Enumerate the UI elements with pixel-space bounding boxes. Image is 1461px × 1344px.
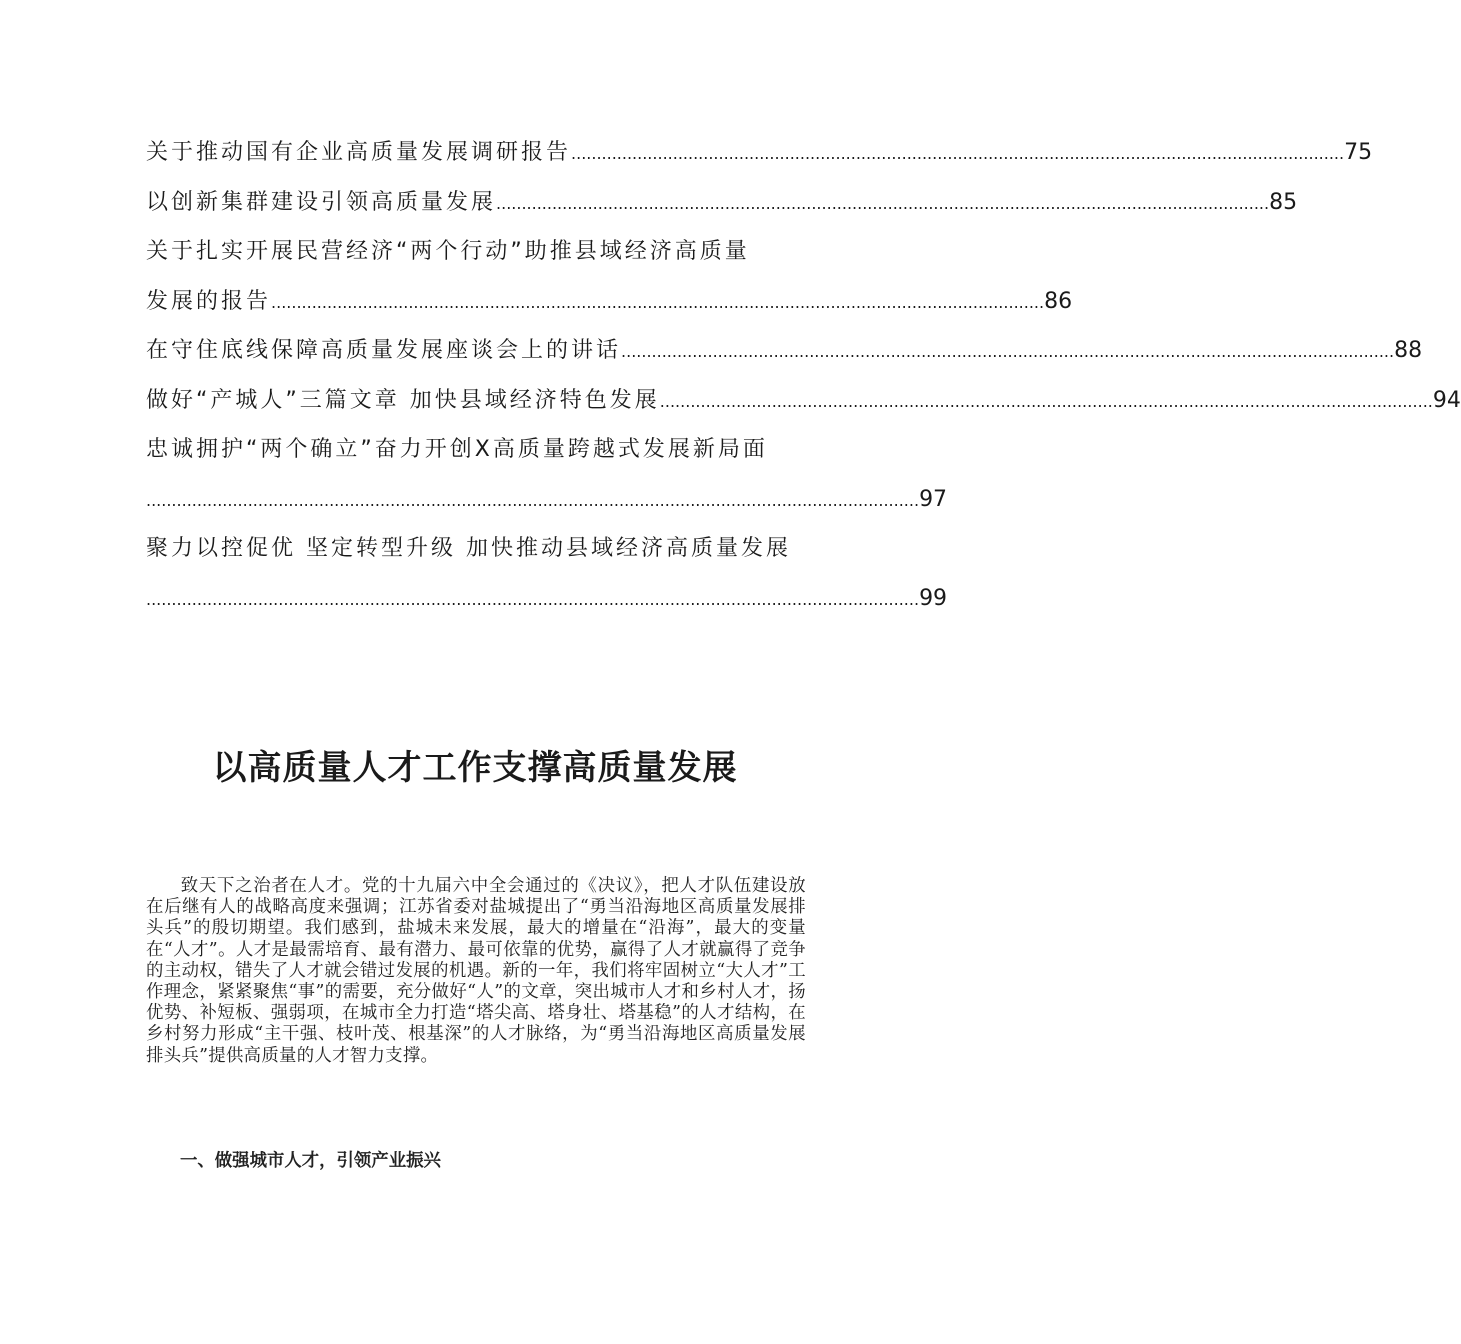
toc-entry[interactable] xyxy=(146,326,1423,376)
toc-entry-title: 以创新集群建设引领高质量发展 xyxy=(146,189,497,215)
toc-dot-leader: ........................................................................................................................................................ xyxy=(146,490,920,510)
toc-page-number: 75 xyxy=(1344,140,1373,165)
toc-entry[interactable] xyxy=(146,524,948,623)
toc-line xyxy=(146,326,1423,376)
article-title: 以高质量人才工作支撑高质量发展 xyxy=(212,748,738,788)
toc-dot-leader: ........................................................................................................................................................ xyxy=(571,144,1345,163)
toc-entry-title-line1: 聚力以控促优 坚定转型升级 加快推动县域经济高质量发展 xyxy=(146,536,791,561)
toc-dot-leader: ........................................................................................................................................................ xyxy=(146,589,920,609)
toc-entry-title: 关于推动国有企业高质量发展调研报告 xyxy=(146,140,572,165)
toc-entry[interactable] xyxy=(146,178,1298,228)
toc-dot-leader: ........................................................................................................................................................ xyxy=(271,292,1045,312)
toc-page-number: 97 xyxy=(919,486,948,512)
toc-dot-leader: ........................................................................................................................................................ xyxy=(621,342,1395,361)
toc-line xyxy=(146,178,1298,228)
toc-line xyxy=(146,475,948,525)
toc-page-number: 86 xyxy=(1044,288,1073,314)
toc-entry[interactable] xyxy=(146,425,948,524)
toc-dot-leader: ........................................................................................................................................................ xyxy=(496,193,1270,213)
toc-page-number: 85 xyxy=(1269,189,1298,215)
article-paragraph: 致天下之治者在人才。党的十九届六中全会通过的《决议》，把人才队伍建设放在后继有人的战略高度来强调；江苏省委对盐城提出了“勇当沿海地区高质量发展排头兵”的殷切期望。我们感到，盐城未来发展，最大的增量在“沿海”，最大的变量在“人才”。人才是最需培育、最有潜力、最可依靠的优势，赢得了人才就赢得了竞争的主动权，错失了人才就会错过发展的机遇。新的一年，我们将牢固树立“大人才”工作理念，紧紧聚焦“事”的需要，充分做好“人”的文章，突出城市人才和乡村人才，扬优势、补短板、强弱项，在城市全力打造“塔尖高、塔身壮、塔基稳”的人才结构，在乡村努力形成“主干强、枝叶茂、根基深”的人才脉络，为“勇当沿海地区高质量发展排头兵”提供高质量的人才智力支撑。 xyxy=(146,876,806,1066)
section-heading: 一、做强城市人才，引领产业振兴 xyxy=(180,1151,441,1171)
toc-entry[interactable] xyxy=(146,227,1073,326)
toc-line xyxy=(146,376,1461,426)
toc-entry-title-line1: 忠诚拥护“两个确立”奋力开创X高质量跨越式发展新局面 xyxy=(146,437,768,462)
toc-entry-title: 做好“产城人”三篇文章 加快县域经济特色发展 xyxy=(146,387,660,413)
toc-page-number: 94 xyxy=(1432,387,1461,413)
table-of-contents xyxy=(146,128,1461,623)
toc-page-number: 99 xyxy=(919,585,948,611)
toc-page-number: 88 xyxy=(1394,338,1423,363)
toc-entry[interactable] xyxy=(146,376,1461,426)
toc-entry[interactable] xyxy=(146,128,1373,178)
toc-entry-title-line1: 关于扎实开展民营经济“两个行动”助推县域经济高质量 xyxy=(146,239,750,264)
toc-entry-title: 在守住底线保障高质量发展座谈会上的讲话 xyxy=(146,338,622,363)
toc-line xyxy=(146,277,1073,327)
toc-line xyxy=(146,128,1373,178)
toc-entry-title: 发展的报告 xyxy=(146,288,272,314)
toc-dot-leader: ........................................................................................................................................................ xyxy=(659,391,1433,411)
toc-line xyxy=(146,574,948,624)
